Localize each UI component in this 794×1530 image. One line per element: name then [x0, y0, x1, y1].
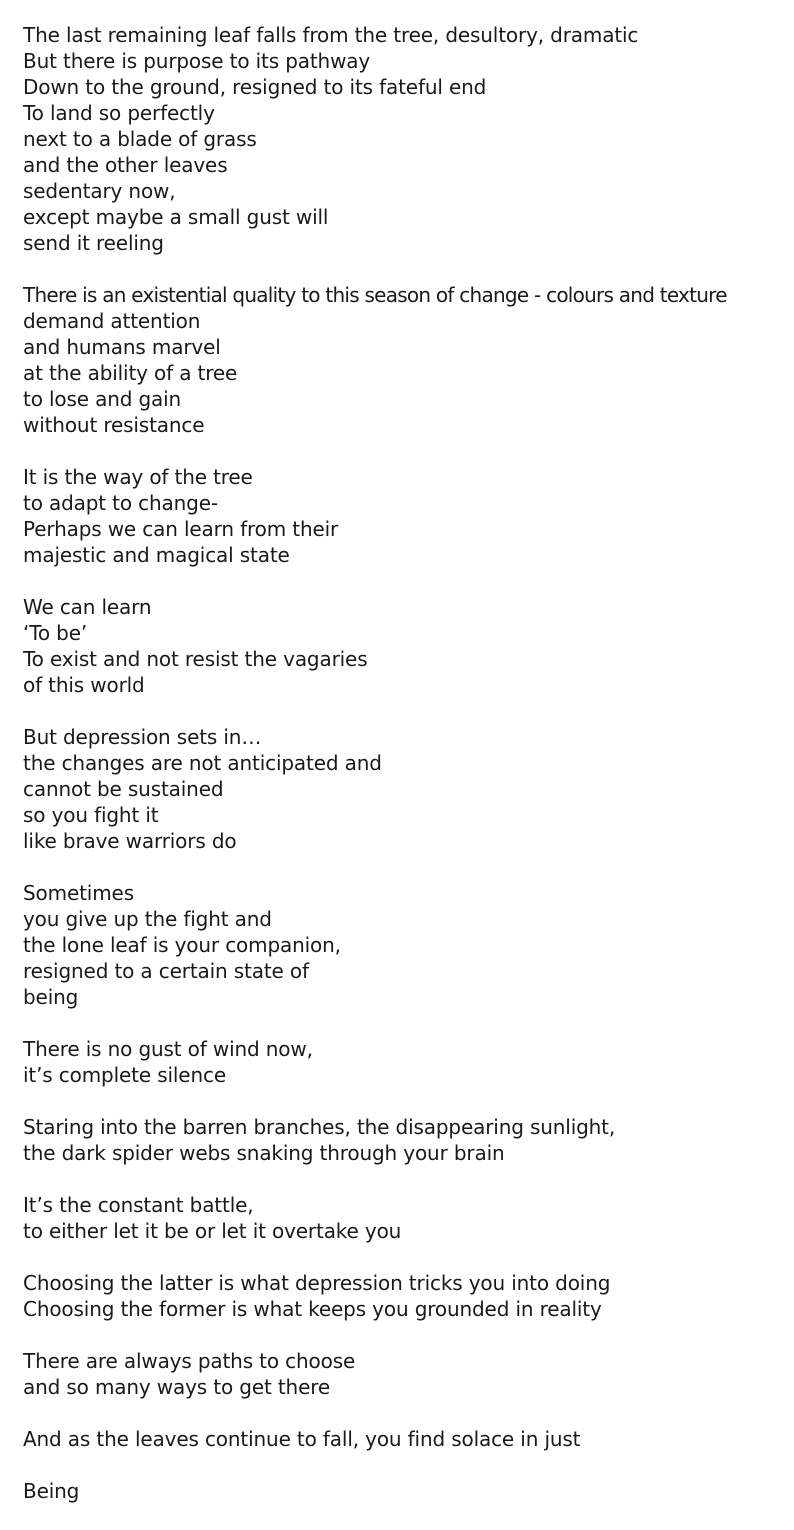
- poem-line: Choosing the latter is what depression tricks you into doing: [23, 1271, 611, 1295]
- poem-line: of this world: [23, 673, 145, 697]
- poem-line: majestic and magical state: [23, 543, 290, 567]
- stanza-11: [23, 1348, 788, 1400]
- poem-line: send it reeling: [23, 231, 164, 255]
- poem-line: It is the way of the tree: [23, 465, 253, 489]
- poem-line: except maybe a small gust will: [23, 205, 329, 229]
- poem-line: But depression sets in…: [23, 725, 262, 749]
- stanza-4: [23, 594, 788, 698]
- poem-line: so you fight it: [23, 803, 159, 827]
- poem-line: the changes are not anticipated and: [23, 751, 382, 775]
- poem-line: There are always paths to choose: [23, 1349, 356, 1373]
- poem-line: Being: [23, 1479, 80, 1503]
- poem-line: ‘To be’: [23, 621, 88, 645]
- poem-body: [23, 22, 788, 1504]
- poem-line: Down to the ground, resigned to its fateful end: [23, 75, 487, 99]
- poem-line: And as the leaves continue to fall, you find solace in just: [23, 1427, 581, 1451]
- poem-line: There is no gust of wind now,: [23, 1037, 313, 1061]
- poem-line: to adapt to change-: [23, 491, 218, 515]
- poem-line: Sometimes: [23, 881, 134, 905]
- stanza-10: [23, 1270, 788, 1322]
- stanza-2: [23, 282, 788, 438]
- poem-line: to lose and gain: [23, 387, 182, 411]
- poem-line: Perhaps we can learn from their: [23, 517, 339, 541]
- stanza-9: [23, 1192, 788, 1244]
- poem-line: at the ability of a tree: [23, 361, 238, 385]
- poem-line: To land so perfectly: [23, 101, 215, 125]
- poem-line: the lone leaf is your companion,: [23, 933, 341, 957]
- stanza-13: [23, 1478, 788, 1504]
- poem-line: We can learn: [23, 595, 152, 619]
- stanza-7: [23, 1036, 788, 1088]
- poem-line: to either let it be or let it overtake you: [23, 1219, 402, 1243]
- poem-line: without resistance: [23, 413, 205, 437]
- poem-line: To exist and not resist the vagaries: [23, 647, 368, 671]
- poem-line: and the other leaves: [23, 153, 228, 177]
- stanza-6: [23, 880, 788, 1010]
- poem-line: sedentary now,: [23, 179, 176, 203]
- poem-line: and so many ways to get there: [23, 1375, 331, 1399]
- poem-line: it’s complete silence: [23, 1063, 226, 1087]
- poem-line: the dark spider webs snaking through your brain: [23, 1141, 505, 1165]
- poem-line: like brave warriors do: [23, 829, 237, 853]
- poem-line: Choosing the former is what keeps you grounded in reality: [23, 1297, 602, 1321]
- stanza-5: [23, 724, 788, 854]
- stanza-12: [23, 1426, 788, 1452]
- poem-line: There is an existential quality to this season of change - colours and texture: [23, 283, 727, 307]
- poem-line: being: [23, 985, 79, 1009]
- stanza-3: [23, 464, 788, 568]
- poem-line: Staring into the barren branches, the disappearing sunlight,: [23, 1115, 616, 1139]
- poem-line: demand attention: [23, 309, 201, 333]
- poem-line: resigned to a certain state of: [23, 959, 309, 983]
- poem-line: It’s the constant battle,: [23, 1193, 254, 1217]
- poem-line: The last remaining leaf falls from the tree, desultory, dramatic: [23, 23, 639, 47]
- poem-line: and humans marvel: [23, 335, 221, 359]
- stanza-8: [23, 1114, 788, 1166]
- poem-line: cannot be sustained: [23, 777, 224, 801]
- poem-line: you give up the fight and: [23, 907, 272, 931]
- poem-line: next to a blade of grass: [23, 127, 257, 151]
- stanza-1: [23, 22, 788, 256]
- poem-line: But there is purpose to its pathway: [23, 49, 371, 73]
